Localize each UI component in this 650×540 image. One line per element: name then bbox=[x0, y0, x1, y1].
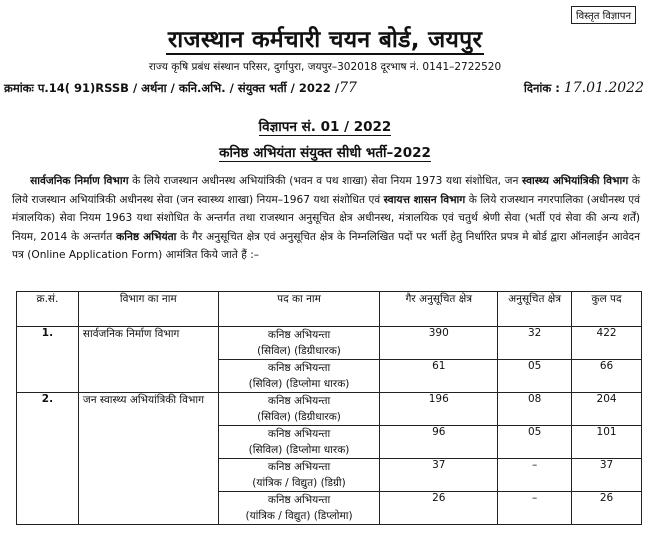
detailed-advertisement-tag: विस्तृत विज्ञापन bbox=[571, 6, 636, 24]
table-row: कनिष्ठ अभियन्ता (यांत्रिक / विद्युत) (डिग्री) 37 – 37 bbox=[17, 459, 642, 492]
advertisement-subject: कनिष्ठ अभियंता संयुक्त सीधी भर्ती–2022 bbox=[219, 145, 431, 161]
handwritten-number: 77 bbox=[339, 80, 357, 96]
col-non-scheduled: गैर अनुसूचित क्षेत्र bbox=[380, 292, 498, 327]
table-row: 2. जन स्वास्थ्य अभियांत्रिकी विभाग कनिष्ठ अभियन्ता (सिविल) (डिग्रीधारक) 196 08 204 bbox=[17, 393, 642, 426]
table-row: 1. सार्वजनिक निर्माण विभाग कनिष्ठ अभियन्ता (सिविल) (डिग्रीधारक) 390 32 422 bbox=[17, 327, 642, 360]
reference-line bbox=[4, 80, 644, 100]
board-address: राज्य कृषि प्रबंध संस्थान परिसर, दुर्गापुरा, जयपुर–302018 दूरभाष नं. 0141–2722520 bbox=[148, 61, 502, 73]
reference-number: क्रमांकः प.14( 91)RSSB / अर्थना / कनि.अभि. / संयुक्त भर्ती / 2022 /77 bbox=[4, 80, 357, 96]
table-header-row bbox=[17, 292, 642, 327]
posts-table bbox=[16, 291, 642, 525]
table-row: कनिष्ठ अभियन्ता (सिविल) (डिप्लोमा धारक) 96 05 101 bbox=[17, 426, 642, 459]
table-row: कनिष्ठ अभियन्ता (यांत्रिक / विद्युत) (डिप्लोमा) 26 – 26 bbox=[17, 492, 642, 525]
advertisement-number: विज्ञापन सं. 01 / 2022 bbox=[258, 119, 392, 135]
handwritten-date: 17.01.2022 bbox=[563, 80, 644, 96]
col-serial: क्र.सं. bbox=[17, 292, 79, 327]
col-scheduled: अनुसूचित क्षेत्र bbox=[498, 292, 572, 327]
col-total: कुल पद bbox=[572, 292, 642, 327]
advertisement-paragraph: सार्वजनिक निर्माण विभाग के लिये राजस्थान अधीनस्थ अभियांत्रिकी (भवन व पथ शाखा) सेवा नियम 1973 यथा संशोधित, जन स्वास्थ्य अभियांत्रिकी विभाग के लिये राजस्थान अभियांत्रिकी अधीनस्थ सेवा (जन स्वास्थ्य शाखा) नियम–1967 यथा संशोधित एवं स्वायत्त शासन विभाग के लिये राजस्थान नगरपालिका (अधीनस्थ एवं मंत्रालयिक) सेवा नियम 1963 यथा संशोधित के अन्तर्गत तथा राजस्थान अनुसूचित क्षेत्र अधीनस्थ, मंत्रालयिक एवं चतुर्थ श्रेणी सेवा (भर्ती एवं सेवा की अन्य शर्तें) नियम, 2014 के अन्तर्गत कनिष्ठ अभियंता के गैर अनुसूचित क्षेत्र एवं अनुसूचित क्षेत्र के निम्नलिखित पदों पर भर्ती हेतु निर्धारित प्रपत्र मे बोर्ड द्वारा ऑनलाईन आवेदन पत्र (Online Application Form) आमंत्रित किये जाते हैं :– bbox=[12, 175, 641, 261]
board-title: राजस्थान कर्मचारी चयन बोर्ड, जयपुर bbox=[167, 27, 483, 53]
col-post: पद का नाम bbox=[218, 292, 380, 327]
col-department: विभाग का नाम bbox=[78, 292, 218, 327]
table-row: कनिष्ठ अभियन्ता (सिविल) (डिप्लोमा धारक) 61 05 66 bbox=[17, 360, 642, 393]
reference-date: दिनांक : 17.01.2022 bbox=[523, 80, 644, 96]
